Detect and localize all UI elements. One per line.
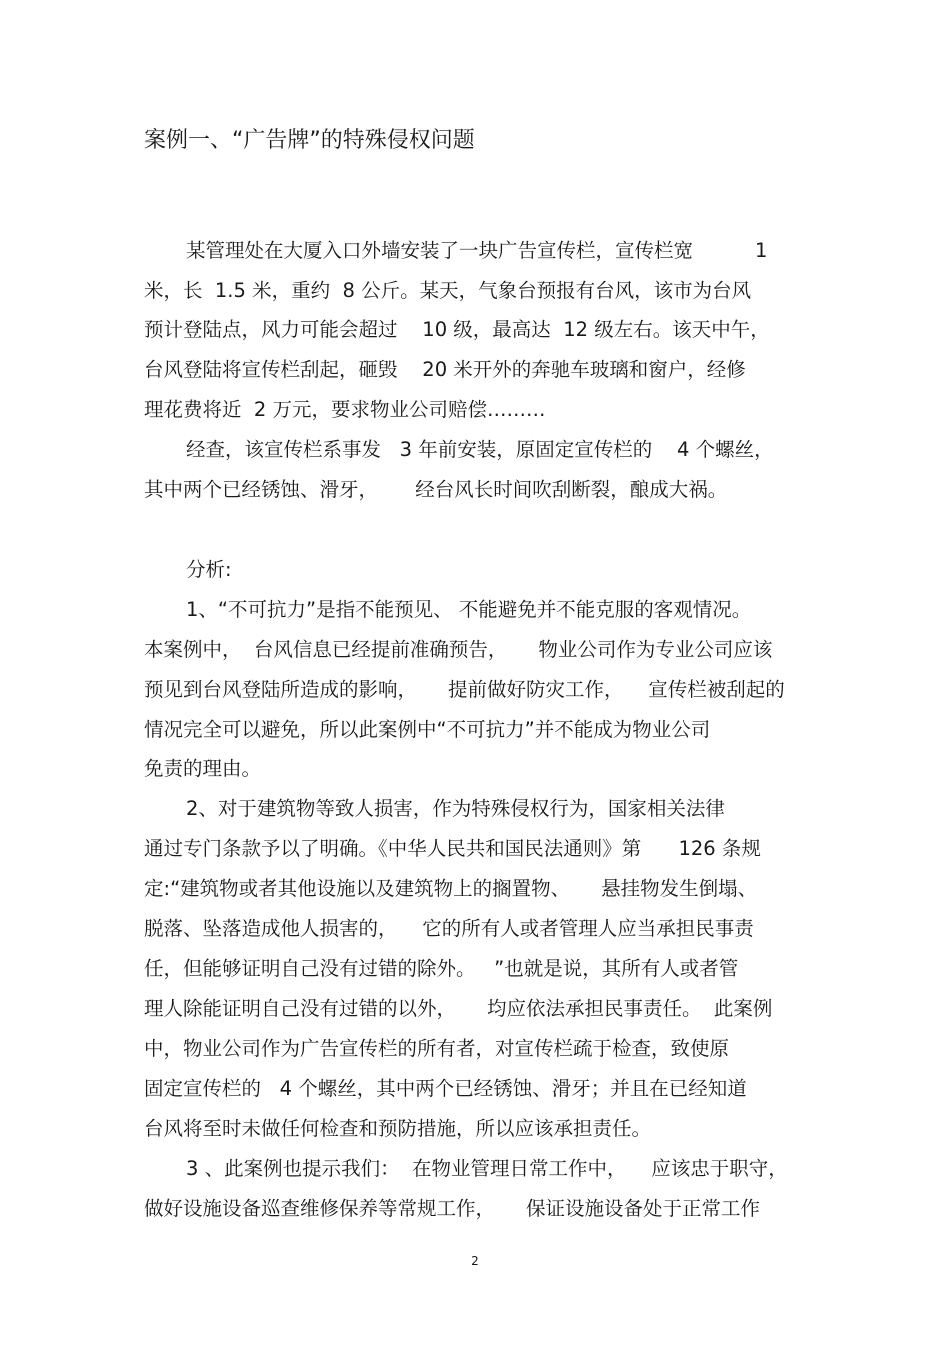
analysis-line-13: 固定宣传栏的 4 个螺丝，其中两个已经锈蚀、滑牙；并且在已经知道 — [144, 1077, 747, 1100]
analysis-line-10: 任，但能够证明自己没有过错的除外。 ”也就是说，其所有人或者管 — [144, 957, 739, 980]
analysis-line-1: 1、“不可抗力”是指不能预见、 不能避免并不能克服的客观情况。 — [186, 598, 752, 621]
analysis-heading: 分析: — [186, 558, 232, 581]
page-number: 2 — [471, 1254, 479, 1268]
case-line-3: 预计登陆点，风力可能会超过 10 级，最高达 12 级左右。该天中午， — [144, 318, 770, 341]
analysis-line-12: 中，物业公司作为广告宣传栏的所有者，对宣传栏疏于检查，致使原 — [144, 1037, 730, 1060]
case-line-6: 经查，该宣传栏系事发 3 年前安装，原固定宣传栏的 4 个螺丝， — [186, 438, 774, 461]
analysis-line-3: 预见到台风登陆所造成的影响， 提前做好防灾工作， 宣传栏被刮起的 — [144, 678, 785, 701]
analysis-line-14: 台风将至时未做任何检查和预防措施，所以应该承担责任。 — [144, 1117, 652, 1140]
analysis-line-9: 脱落、坠落造成他人损害的， 它的所有人或者管理人应当承担民事责 — [144, 917, 754, 940]
case-title: 案例一、“广告牌”的特殊侵权问题 — [144, 128, 475, 153]
case-line-5: 理花费将近 2 万元，要求物业公司赔偿……… — [144, 398, 546, 421]
analysis-line-15: 3 、此案例也提示我们： 在物业管理日常工作中， 应该忠于职守， — [186, 1157, 788, 1180]
analysis-line-6: 2、对于建筑物等致人损害，作为特殊侵权行为，国家相关法律 — [186, 797, 725, 820]
analysis-line-5: 免责的理由。 — [144, 757, 262, 780]
analysis-line-7: 通过专门条款予以了明确。《中华人民共和国民法通则》第 126 条规 — [144, 837, 761, 860]
analysis-line-16: 做好设施设备巡查维修保养等常规工作， 保证设施设备处于正常工作 — [144, 1197, 760, 1220]
case-line-7: 其中两个已经锈蚀、滑牙， 经台风长时间吹刮断裂，酿成大祸。 — [144, 478, 728, 501]
analysis-line-4: 情况完全可以避免，所以此案例中“不可抗力”并不能成为物业公司 — [144, 718, 711, 741]
case-line-4: 台风登陆将宣传栏刮起，砸毁 20 米开外的奔驰车玻璃和窗户，经修 — [144, 358, 746, 381]
analysis-line-2: 本案例中， 台风信息已经提前准确预告， 物业公司作为专业公司应该 — [144, 638, 773, 661]
case-line-1: 某管理处在大厦入口外墙安装了一块广告宣传栏，宣传栏宽 1 — [186, 239, 768, 262]
case-line-2: 米，长 1.5 米，重约 8 公斤。某天，气象台预报有台风，该市为台风 — [144, 279, 752, 302]
analysis-line-11: 理人除能证明自己没有过错的以外， 均应依法承担民事责任。 此案例 — [144, 997, 773, 1020]
analysis-line-8: 定:“建筑物或者其他设施以及建筑物上的搁置物、 悬挂物发生倒塌、 — [144, 877, 758, 900]
